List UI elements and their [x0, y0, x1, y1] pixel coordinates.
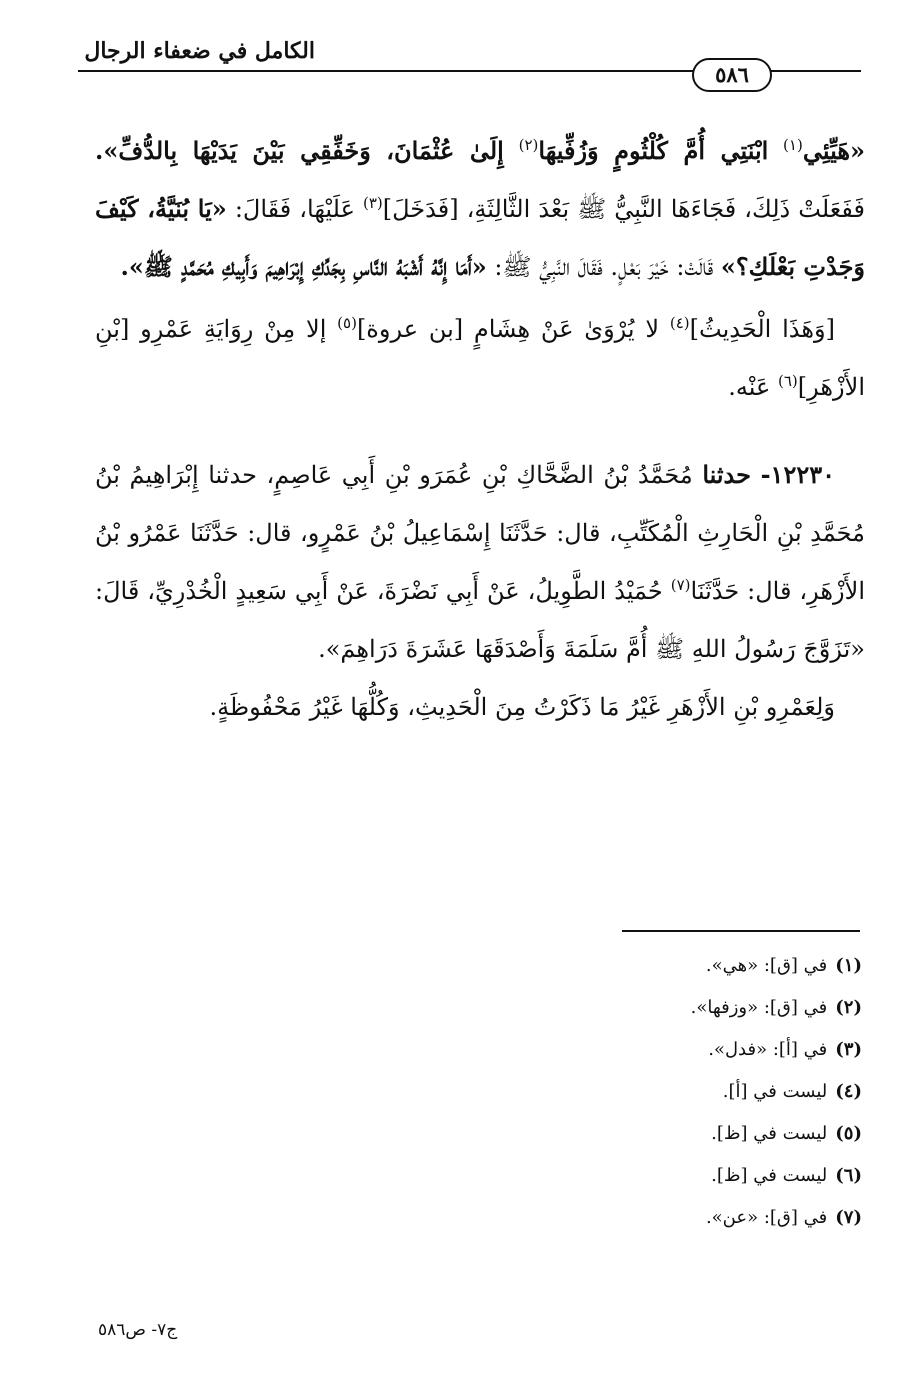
footnote-text: في [ق]: «عن».	[705, 1207, 828, 1228]
quote-text: «هَيِّئِي	[802, 136, 865, 165]
footnote-text: في [ق]: «هي».	[705, 955, 828, 976]
isnad-text: مُحَمَّدُ بْنُ الضَّحَّاكِ بْنِ عُمَرَو بْنِ أَبِي عَاصِمٍ، حدثنا إِبْرَاهِيمُ بْنُ مُحَمَّدِ بْنِ الْحَارِثِ الْمُكَتِّبِ، قال: حَدَّثَنَا إِسْمَاعِيلُ بْنُ عَمْرٍو، قال: حَدَّثَنَا عَمْرُو بْنُ الأَزْهَرِ، قال: حَدَّثَنَا	[95, 461, 866, 605]
footnote-marker: (٤)	[669, 314, 690, 332]
footnote-marker: (٧)	[670, 576, 691, 594]
quote-text: إِلَىٰ عُثْمَانَ، وَخَفِّقِي بَيْنَ يَدَيْهَا بِالدُّفِّ».	[95, 136, 504, 165]
comment-text: إلا مِنْ رِوَايَةِ عَمْرِو [بْنِ الأَزْهَرِ]	[95, 315, 865, 401]
quote-text: «أَمَا إِنَّهُ أَشْبَهُ النَّاسِ بِجَدِّكِ إِبْرَاهِيمَ وَأَبِيكِ مُحَمَّدٍ ﷺ».	[120, 252, 487, 281]
footnote-text: في [ق]: «وزفها».	[690, 997, 828, 1018]
main-text	[95, 122, 865, 736]
footnote-7	[462, 1197, 862, 1239]
paragraph-comment	[95, 300, 865, 416]
quote-text: «يَا بُنَيَّةُ، كَيْفَ وَجَدْتِ بَعْلَكِ؟»	[95, 194, 865, 281]
footnote-number: (٤)	[835, 1081, 862, 1102]
paragraph-closing-comment: وَلِعَمْرِو بْنِ الأَزْهَرِ غَيْرُ مَا ذَكَرْتُ مِنَ الْحَدِيثِ، وَكُلُّهَا غَيْرُ مَحْفُوظَةٍ.	[209, 693, 835, 721]
haddathana-label: حدثنا	[702, 460, 751, 489]
footnote-marker: (٦)	[778, 372, 798, 390]
comment-text: [وَهَذَا الْحَدِيثُ]	[689, 315, 835, 343]
footnote-number: (٢)	[835, 997, 862, 1018]
footnote-number: (٣)	[835, 1039, 862, 1060]
footnote-6	[462, 1155, 862, 1197]
footnote-text: ليست في [أ].	[722, 1081, 828, 1102]
volume-page-reference: ج٧- ص٥٨٦	[98, 1320, 178, 1340]
footnote-rule	[622, 930, 860, 932]
footnote-number: (٦)	[835, 1165, 862, 1186]
narration-text: فَفَعَلَتْ ذَلِكَ، فَجَاءَهَا النَّبِيُّ ﷺ بَعْدَ الثَّالِثَةِ، [فَدَخَلَ]	[382, 195, 865, 223]
footnote-number: (١)	[835, 955, 862, 976]
quote-text: ابْنَتِي أُمَّ كُلْثُومٍ وَزُفِّيهَا	[538, 136, 769, 165]
narration-text: قَالَتْ: خَيْرَ بَعْلٍ. فَقَالَ النَّبِيُّ ﷺ:	[494, 253, 714, 281]
book-title: الكامل في ضعفاء الرجال	[84, 38, 315, 64]
hadith-number: ١٢٢٣٠-	[760, 460, 835, 489]
footnote-marker: (٥)	[337, 314, 357, 332]
footnote-number: (٥)	[835, 1123, 862, 1144]
comment-text: عَنْه.	[728, 373, 771, 401]
footnote-marker: (٣)	[362, 194, 383, 212]
isnad-text: حُمَيْدُ الطَّوِيلُ، عَنْ أَبِي نَضْرَةَ، عَنْ أَبِي سَعِيدٍ الْخُدْرِيِّ، قَالَ: «تَزَوَّجَ رَسُولُ اللهِ ﷺ أُمَّ سَلَمَةَ وَأَصْدَقَهَا عَشَرَةَ دَرَاهِمَ».	[95, 577, 865, 663]
footnote-number: (٧)	[835, 1207, 862, 1228]
footnote-text: في [أ]: «فدل».	[708, 1039, 828, 1060]
footnote-text: ليست في [ظ].	[711, 1165, 828, 1186]
paragraph-hadith-text	[95, 122, 865, 296]
footnote-2	[462, 987, 862, 1029]
paragraph-hadith-12230	[95, 446, 865, 678]
footnote-marker: (١)	[783, 136, 803, 154]
narration-text: عَلَيْهَا، فَقَالَ:	[234, 195, 355, 223]
footnotes	[462, 945, 862, 1239]
footnote-5	[462, 1113, 862, 1155]
footnote-3	[462, 1029, 862, 1071]
footnote-1	[462, 945, 862, 987]
footnote-marker: (٢)	[518, 136, 539, 154]
comment-text: لا يُرْوَىٰ عَنْ هِشَامٍ [بن عروة]	[356, 315, 660, 343]
page-number-badge: ٥٨٦	[692, 58, 772, 92]
footnote-text: ليست في [ظ].	[711, 1123, 828, 1144]
footnote-4	[462, 1071, 862, 1113]
